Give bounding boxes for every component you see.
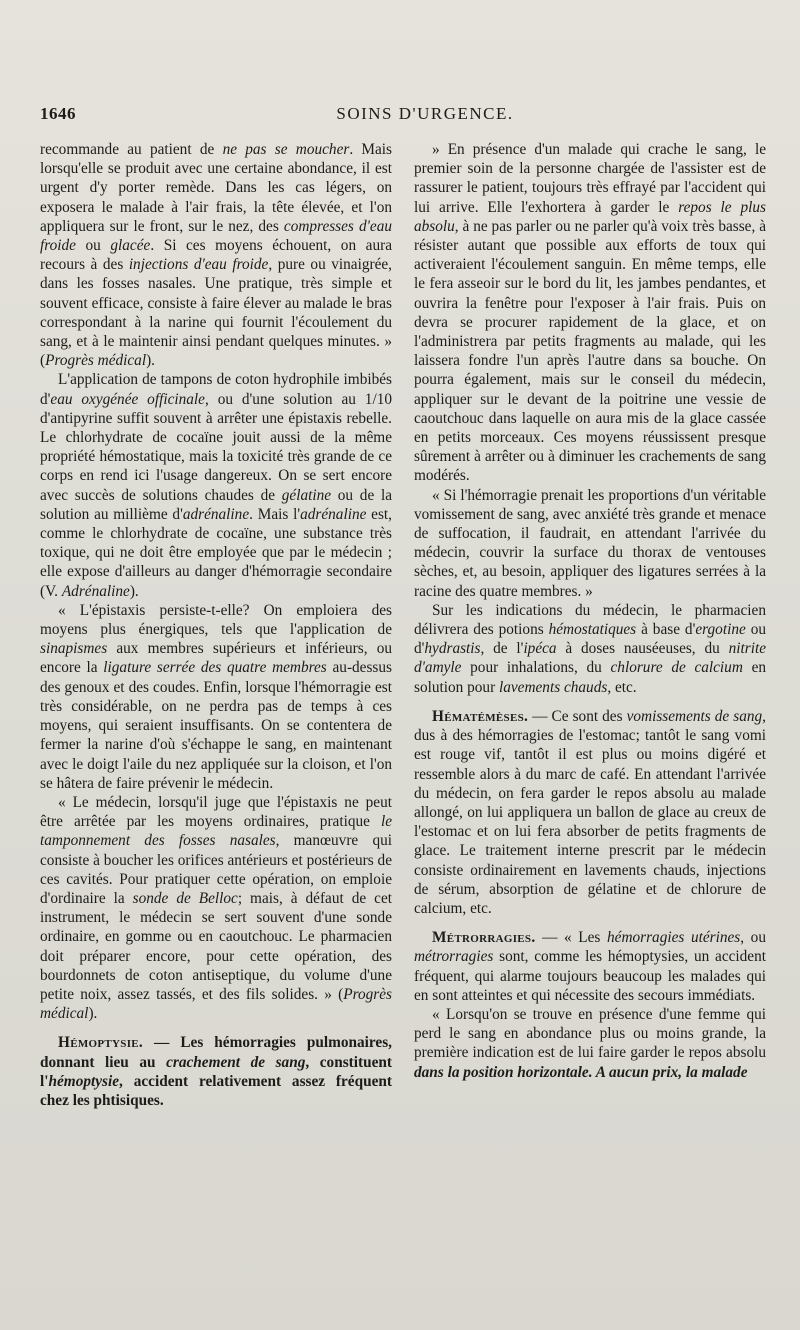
section-heading: Hémoptysie. xyxy=(58,1034,144,1052)
right-column xyxy=(414,140,766,1082)
section-heading: Hématémèses. xyxy=(432,707,529,725)
paragraph-position-horizontale: « Lorsqu'on se trouve en présence d'une femme qui perd le sang en abondance plus ou moins grande, la première indication est de lui faire garder le repos absolu dans la position horizontale. A aucun prix, la malade xyxy=(414,1005,766,1081)
paragraph-tampons: L'application de tampons de coton hydrophile imbibés d'eau oxygénée officinale, ou d'une solution au 1/10 d'antipyrine suffit souvent à arrêter une épistaxis rebelle. Le chlorhydrate de cocaïne jouit aussi de la même propriété hémostatique, mais la toxicité très grande de ce corps en rend ici l'usage dangereux. On se sert encore avec succès de solutions chaudes de gélatine ou de la solution au millième d'adrénaline. Mais l'adrénaline est, comme le chlorhydrate de cocaïne, une substance très toxique, qui ne doit être employée que par le médecin ; elle expose d'ailleurs au danger d'hémorragie secondaire (V. Adrénaline). xyxy=(40,371,393,600)
left-column xyxy=(40,140,392,1110)
paragraph-tamponnement: « Le médecin, lorsqu'il juge que l'épistaxis ne peut être arrêtée par les moyens ordinaires, pratique le tamponnement des fosses nasales, manœuvre qui consiste à boucher les orifices antérieurs et postérieurs de ces cavités. Pour pratiquer cette opération, on emploie d'ordinaire la sonde de Belloc; mais, à défaut de cet instrument, le médecin se sert souvent d'une sonde ordinaire, en gomme ou en caoutchouc. Le pharmacien doit préparer encore, pour cette opération, des bourdonnets de coton antiseptique, du volume d'une petite noix, assez tassés, et des fils solides. » (Progrès médical). xyxy=(40,793,392,1023)
section-hematemeses: Hématémèses. — Ce sont des vomissements de sang, dus à des hémorragies de l'estomac; tantôt le sang vomi est rouge vif, tantôt il est plus ou moins digéré et ressemble alors à du marc de café. En attendant l'arrivée du médecin, on fera garder le repos absolu au malade allongé, on lui appliquera un ballon de glace au creux de l'estomac et on lui fera absorber de petits fragments de glace. Le traitement interne prescrit par le médecin consiste ordinairement en lavements chauds, injections de sérum, absorption de gélatine et de chlorure de calcium, etc. xyxy=(414,707,766,917)
page-header xyxy=(40,104,770,132)
paragraph-epistaxis-care: recommande au patient de ne pas se moucher. Mais lorsqu'elle se produit avec une certaine abondance, il est urgent d'y porter remède. Dans les cas légers, on exposera le malade à l'air frais, la tête élevée, et l'on appliquera sur le front, sur le nez, des compresses d'eau froide ou glacée. Si ces moyens échouent, on aura recours à des injections d'eau froide, pure ou vinaigrée, dans les fosses nasales. Une pratique, très simple et souvent efficace, consiste à faire élever au malade le bras correspondant à la narine qui fournit l'écoulement du sang, et à le maintenir ainsi pendant quelques minutes. » (Progrès médical). xyxy=(40,141,392,370)
paragraph-persistent-epistaxis: « L'épistaxis persiste-t-elle? On emploiera des moyens plus énergiques, tels que l'application de sinapismes aux membres supérieurs et inférieurs, ou encore la ligature serrée des quatre membres au-dessus des genoux et des coudes. Enfin, lorsque l'hémorragie est très considérable, on ne perdra pas de temps à ces moyens, qui seraient insuffisants. On se contentera de fermer la narine d'où s'échappe le sang, en maintenant avec le doigt l'aile du nez appliquée sur la cloison, et l'on se hâtera de faire prévenir le médecin. xyxy=(40,601,392,792)
section-hemoptysie: Hémoptysie. — Les hémorragies pulmonaires, donnant lieu au crachement de sang, constituent l'hémoptysie, accident relativement assez fréquent chez les phtisiques. xyxy=(40,1034,392,1109)
running-title: SOINS D'URGENCE. xyxy=(336,104,514,123)
section-metrorragies: Métrorragies. — « Les hémorragies utérines, ou métrorragies sont, comme les hémoptysies, un accident fréquent, qui alarme toujours beaucoup les malades qui en sont atteintes et qui nécessite des secours immédiats. xyxy=(414,929,766,1004)
page-number: 1646 xyxy=(40,104,76,123)
paragraph-crachement: » En présence d'un malade qui crache le sang, le premier soin de la personne chargée de l'assister est de rassurer le patient, toujours très effrayé par l'accident qui lui arrive. Elle l'exhortera à garder le repos le plus absolu, à ne pas parler ou ne parler qu'à voix très basse, à résister autant que possible aux efforts de toux qui activeraient l'écoulement sanguin. En même temps, elle le fera asseoir sur le bord du lit, les jambes pendantes, et ouvrira la fenêtre pour l'exposer à l'air frais. Puis on devra se procurer rapidement de la glace, et on l'administrera par petits fragments au malade, qui les laissera fondre l'un après l'autre dans sa bouche. On pourra également, mais sur le conseil du médecin, appliquer sur le devant de la poitrine une vessie de caoutchouc dans laquelle on aura mis de la glace cassée en petits morceaux. Ces moyens réussissent presque sûrement à arrêter ou à diminuer les crachements de sang modérés. xyxy=(414,141,766,485)
paragraph-vomissement: « Si l'hémorragie prenait les proportions d'un véritable vomissement de sang, avec anxiété très grande et menace de suffocation, il faudrait, en attendant l'arrivée du médecin, couvrir la surface du thorax de ventouses sèches, et, au besoin, appliquer des ligatures serrées à la racine des quatre membres. » xyxy=(414,486,766,600)
paragraph-pharmacien: Sur les indications du médecin, le pharmacien délivrera des potions hémostatiques à base d'ergotine ou d'hydrastis, de l'ipéca à doses nauséeuses, du nitrite d'amyle pour inhalations, du chlorure de calcium en solution pour lavements chauds, etc. xyxy=(414,601,767,696)
section-heading: Métrorragies. xyxy=(432,929,536,947)
